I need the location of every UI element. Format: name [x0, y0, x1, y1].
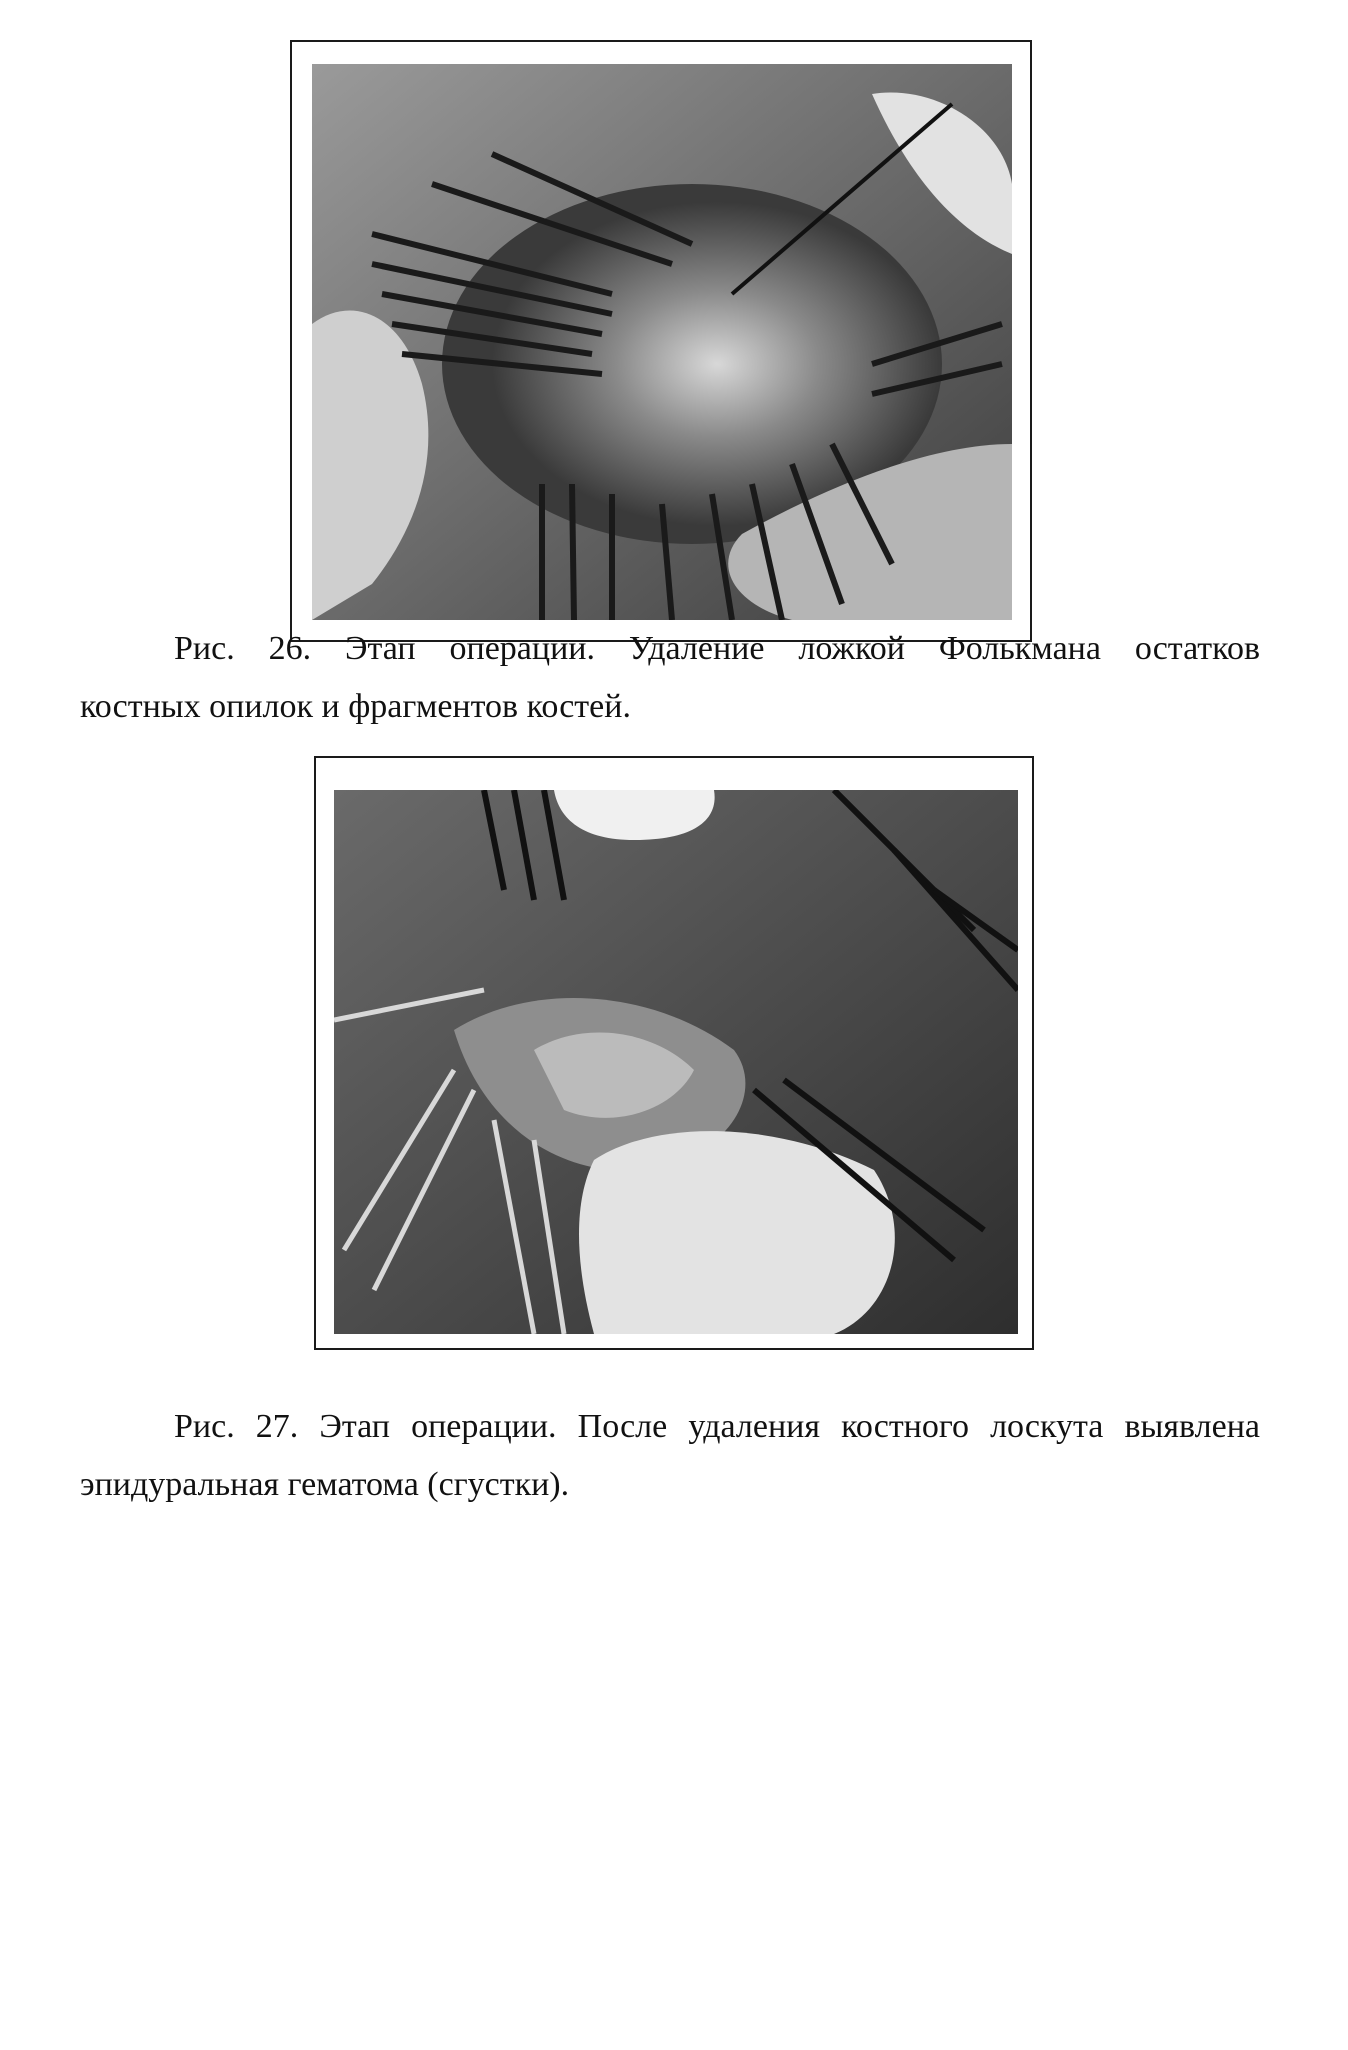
figure-27-caption — [80, 1398, 1260, 1514]
figure-27-frame — [314, 756, 1034, 1350]
figure-27-caption-line1: Рис. 27. Этап операции. После удаления костного лоскута выявлена — [174, 1408, 1260, 1445]
surgery-photo-skull-image — [312, 64, 1012, 620]
figure-26-caption — [80, 620, 1260, 736]
figure-27-photo — [334, 790, 1018, 1334]
surgery-photo-hematoma-image — [334, 790, 1018, 1334]
figure-26-caption-line1: Рис. 26. Этап операции. Удаление ложкой Фолькмана остатков — [174, 630, 1260, 667]
figure-26-caption-line2: костных опилок и фрагментов костей. — [80, 688, 631, 725]
figure-26-photo — [312, 64, 1012, 620]
figure-27-caption-line2: эпидуральная гематома (сгустки). — [80, 1466, 570, 1503]
figure-26-frame — [290, 40, 1032, 642]
